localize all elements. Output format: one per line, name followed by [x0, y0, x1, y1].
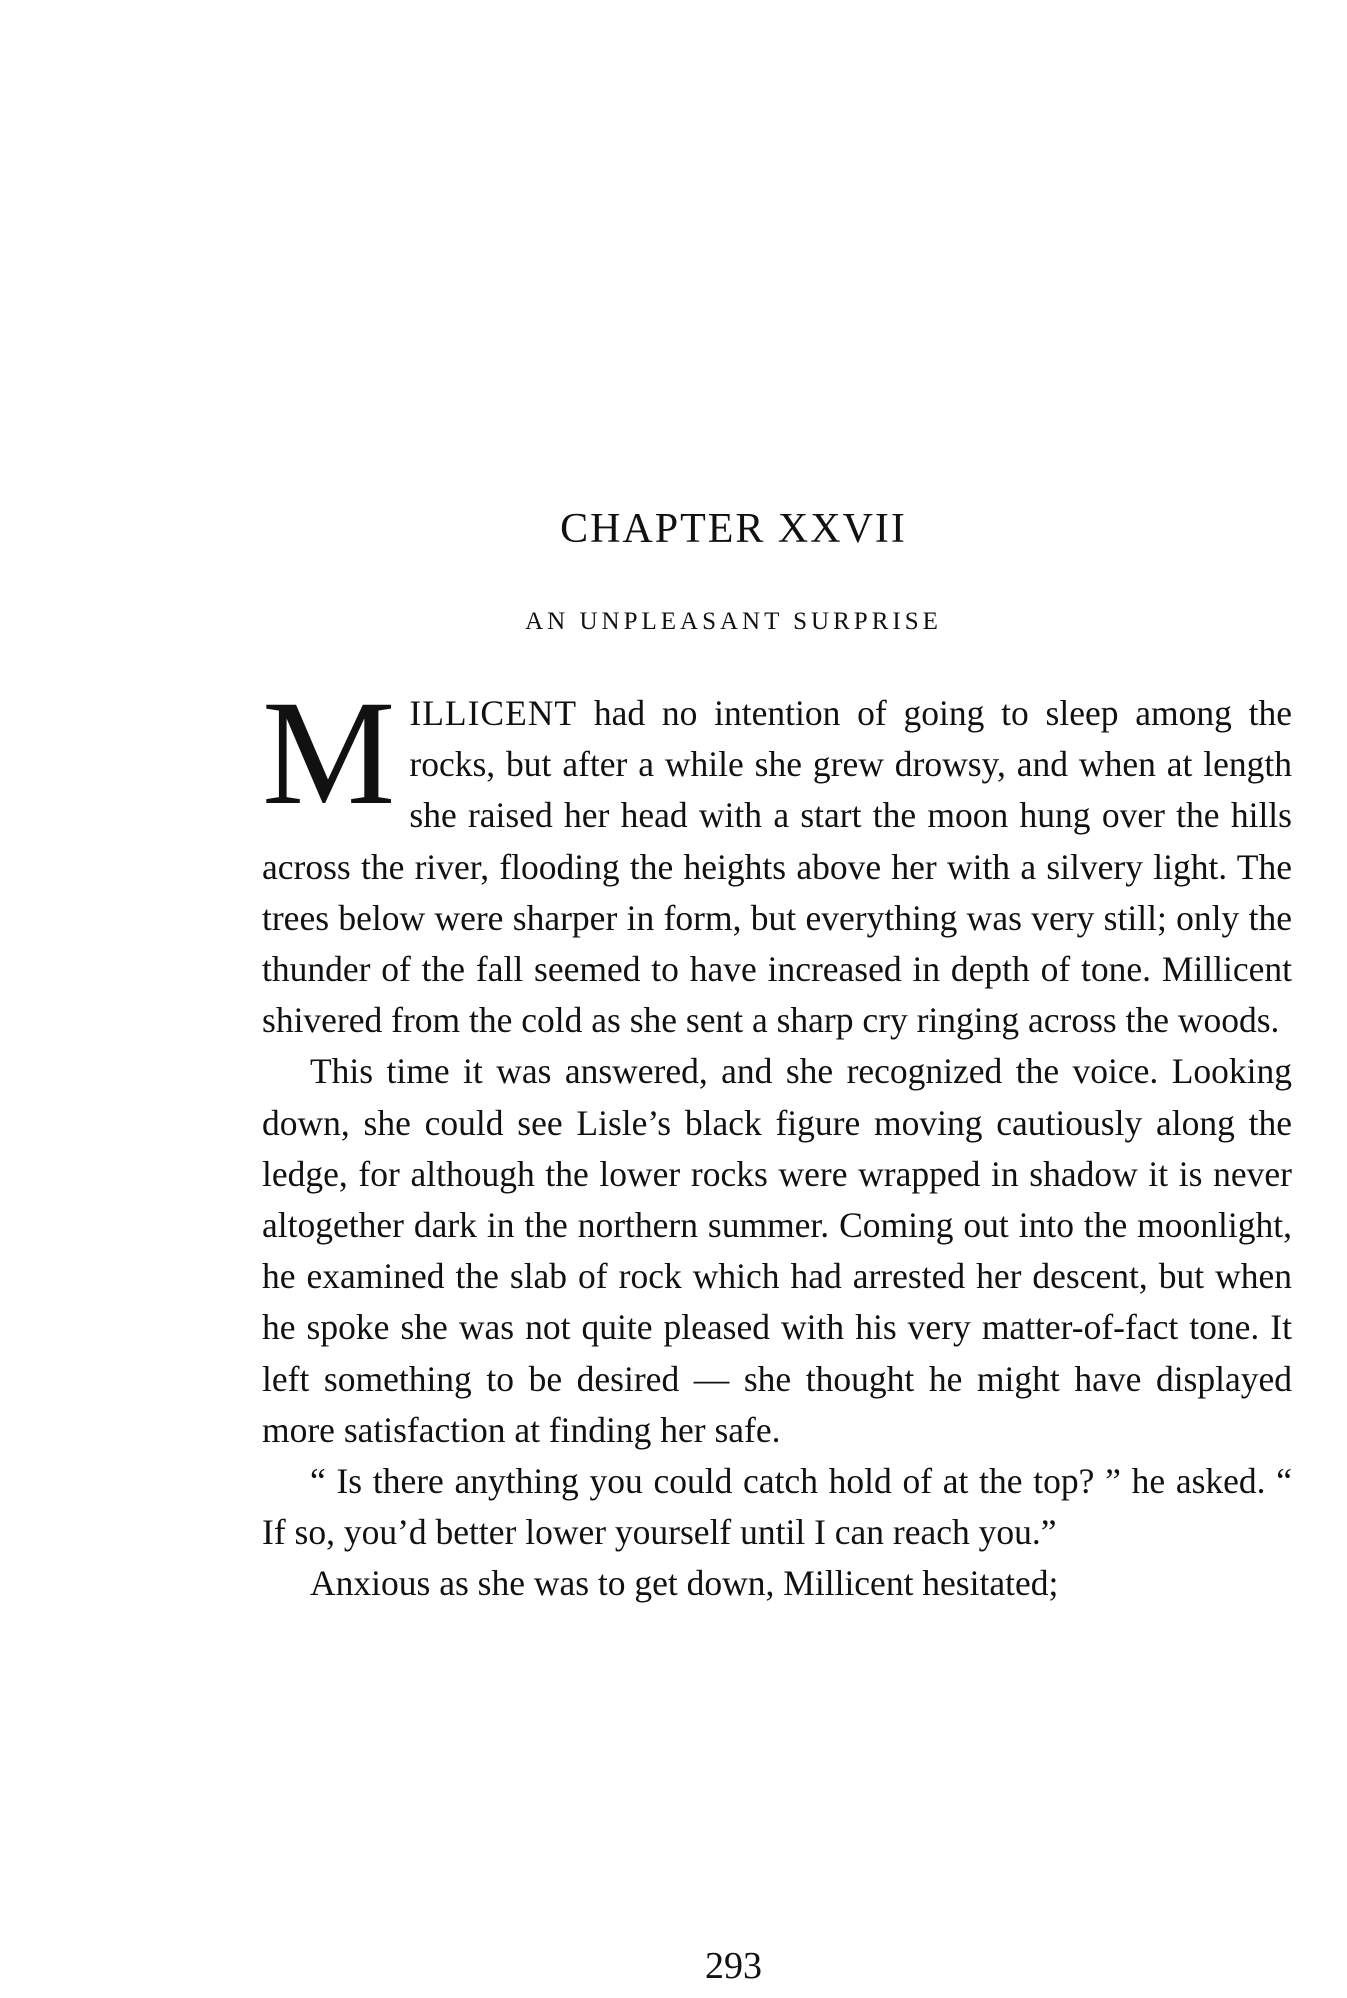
paragraph — [262, 1558, 1292, 1609]
chapter-title: CHAPTER XXVII — [560, 506, 907, 552]
first-word: ILLICENT — [409, 693, 578, 733]
chapter-subtitle: AN UNPLEASANT SURPRISE — [525, 608, 942, 635]
paragraph-text: Anxious as she was to get down, Millicent hesitated; — [310, 1563, 1059, 1604]
paragraph-text: “ Is there anything you could catch hold of at the top? ” he asked. “ If so, you’d better lower yourself until I can reach you.” — [262, 1461, 1292, 1553]
body-text — [262, 670, 1292, 1610]
paragraph-text: This time it was answered, and she recognized the voice. Looking down, she could see Lisle’s black figure moving cautiously along the ledge, for although the lower rocks were wrapped in shadow it is never altogether dark in the northern summer. Coming out into the moonlight, he examined the slab of rock which had arrested her descent, but when he spoke she was not quite pleased with his very matter-of-fact tone. It left something to be desired — she thought he might have displayed more satisfaction at finding her safe. — [262, 1051, 1292, 1450]
paragraph — [262, 1456, 1292, 1558]
drop-cap: M — [262, 670, 396, 836]
paragraph-text: had no intention of going to sleep among the rocks, but after a while she grew drowsy, and when at length she raised her head with a start the moon hung over the hills across the river, flooding the heights above her with a silvery light. The trees below were sharper in form, but everything was very still; only the thunder of the fall seemed to have increased in depth of tone. Millicent shivered from the cold as she sent a sharp cry ringing across the woods. — [262, 693, 1292, 1041]
paragraph — [262, 670, 1292, 1046]
page-number: 293 — [705, 1945, 762, 1987]
paragraph — [262, 1046, 1292, 1456]
